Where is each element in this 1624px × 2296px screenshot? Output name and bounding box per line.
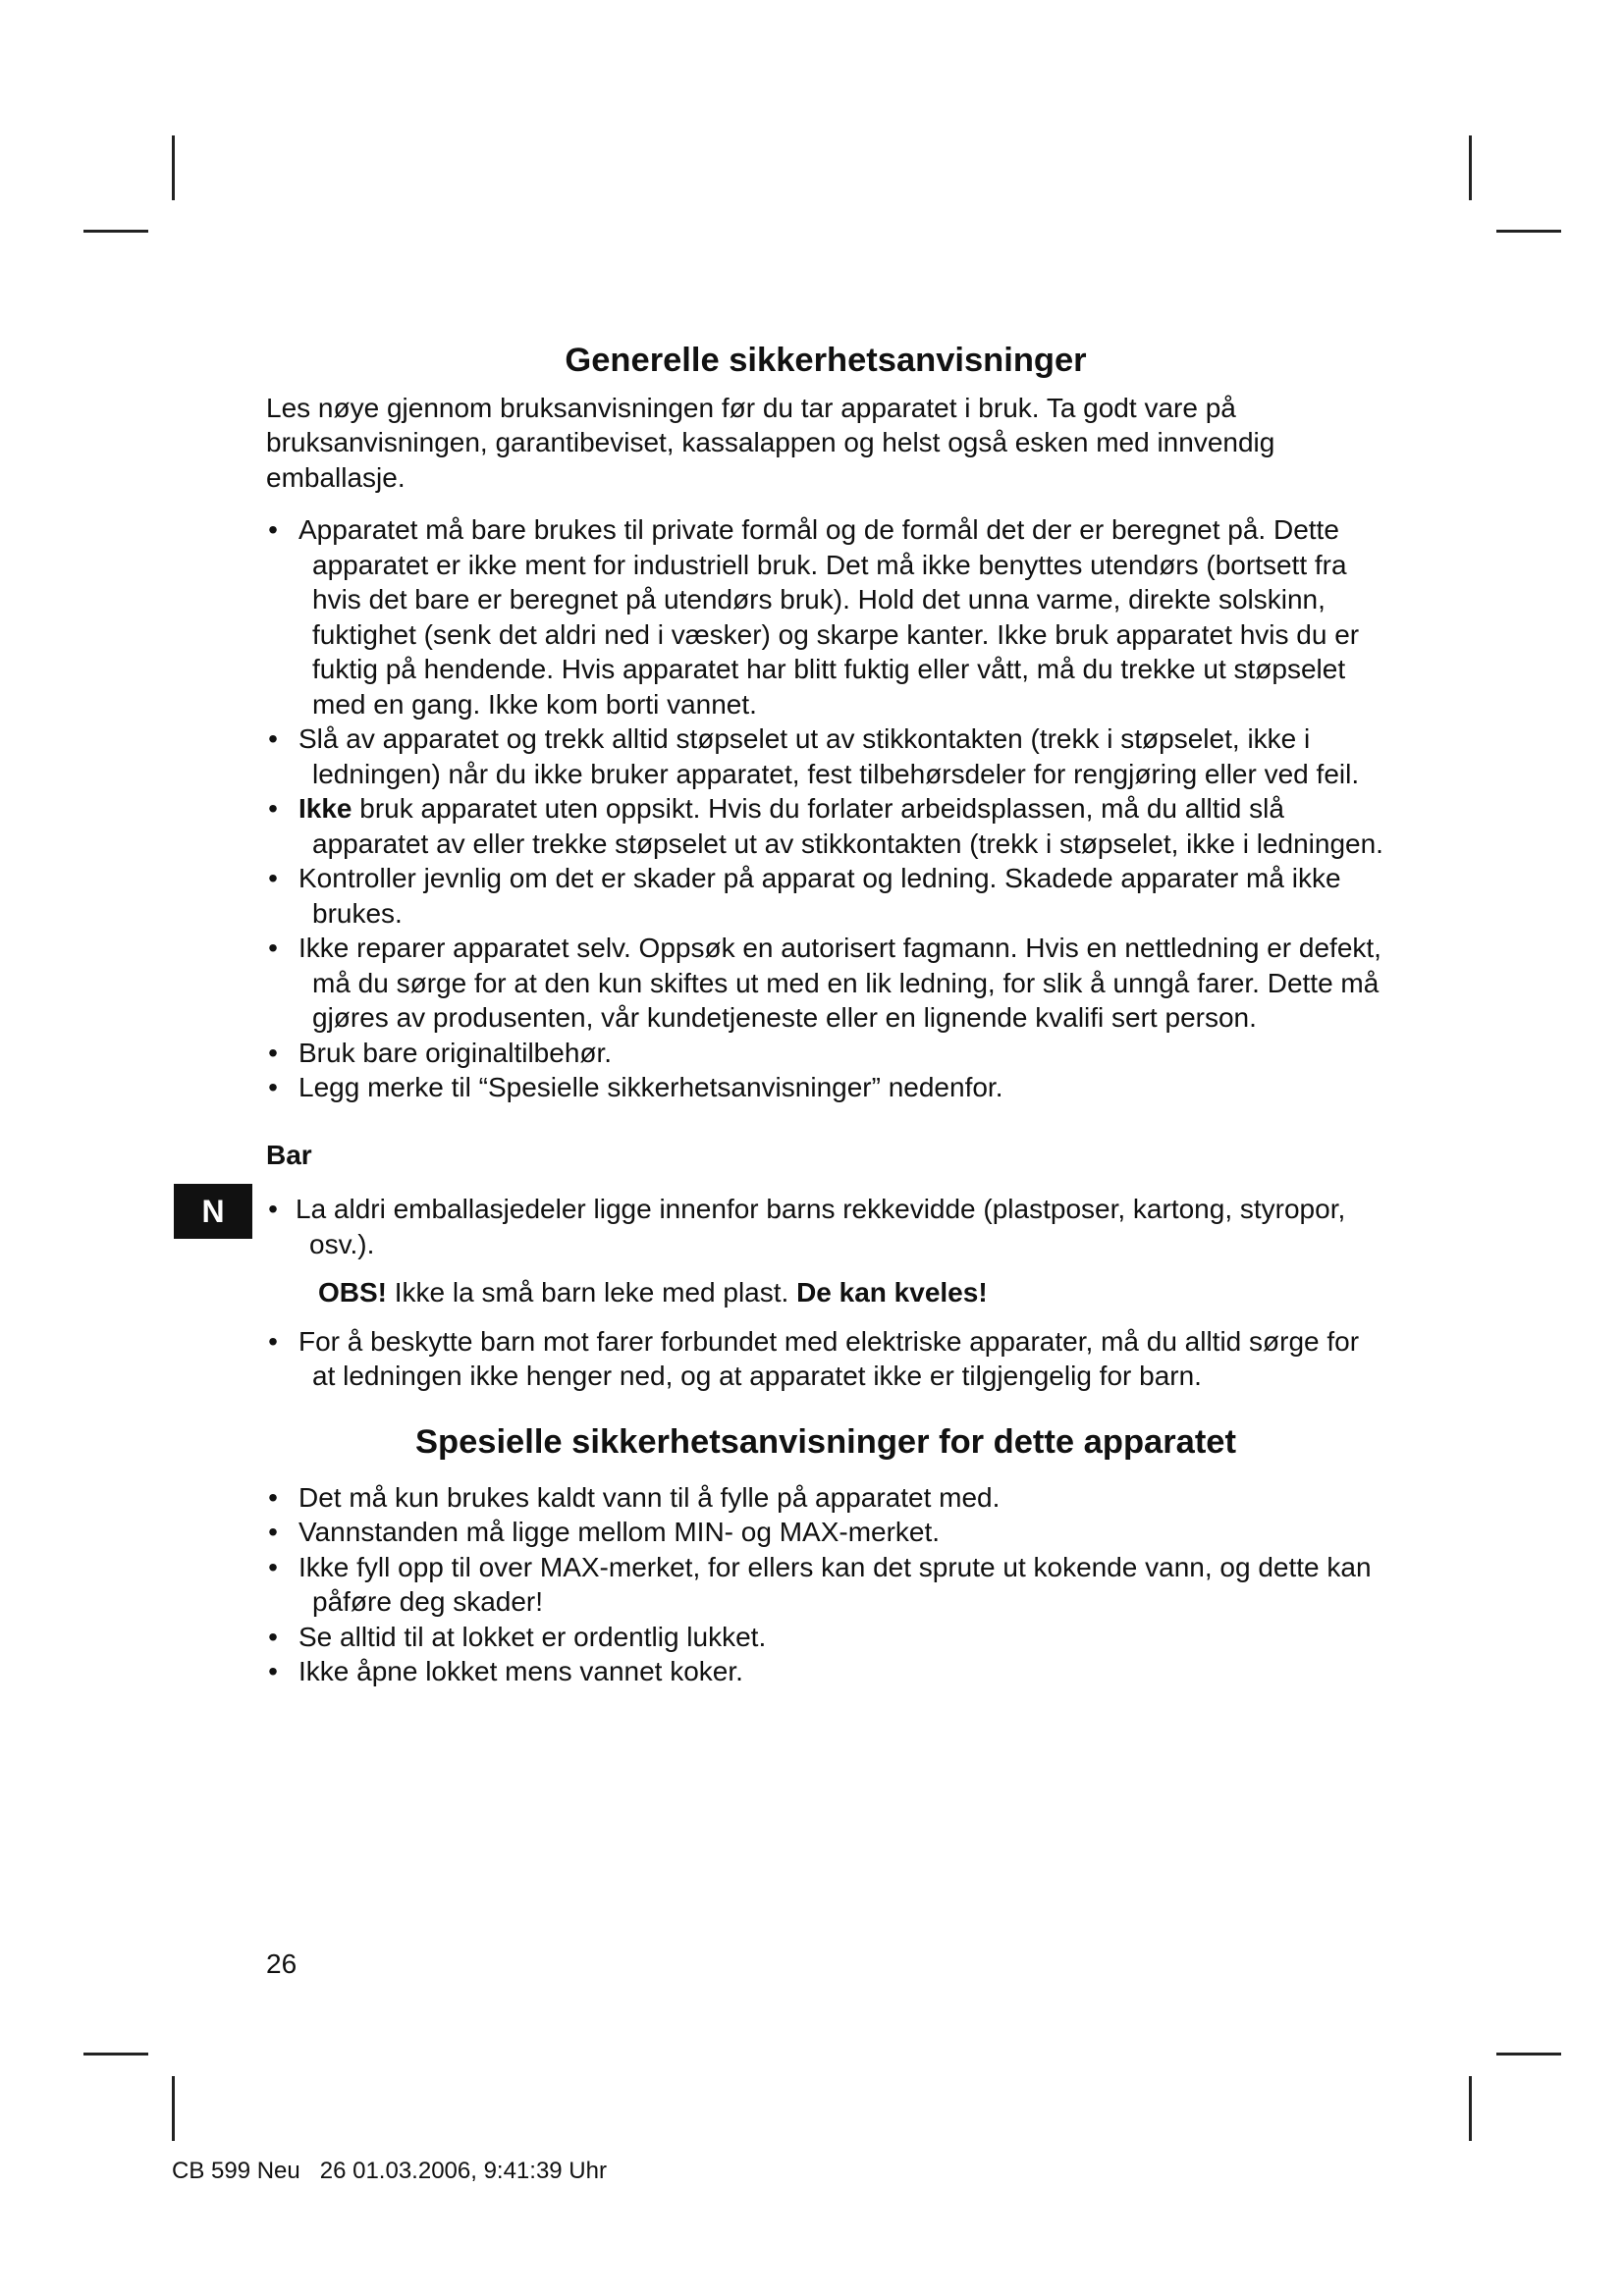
crop-mark-bottom-right-vertical (1469, 2076, 1472, 2141)
intro-paragraph: Les nøye gjennom bruksanvisningen før du tar apparatet i bruk. Ta godt vare på bruksanvisningen, garantibeviset, kassalappen og helst også esken med innvendig emballasje. (266, 392, 1275, 493)
crop-mark-top-right-vertical (1469, 135, 1472, 200)
list-item: • La aldri emballasjedeler ligge innenfor barns rekkevidde (plastposer, kartong, styropor, osv.). (268, 1194, 1346, 1259)
children-list (266, 1192, 1385, 1261)
obs-warning-emphasis: De kan kveles! (796, 1277, 988, 1308)
print-footer: CB 599 Neu 26 01.03.2006, 9:41:39 Uhr (172, 2158, 607, 2184)
general-safety-list (266, 512, 1385, 1105)
crop-mark-top-left-horizontal (83, 230, 148, 233)
page-content (266, 339, 1385, 1689)
list-item: • Det må kun brukes kaldt vann til å fylle på apparatet med. (268, 1481, 1001, 1513)
list-item: • For å beskytte barn mot farer forbundet med elektriske apparater, må du alltid sørge for at ledningen ikke henger ned, og at apparatet ikke er tilgjengelig for barn. (268, 1325, 1360, 1392)
language-tab: N (174, 1184, 252, 1239)
special-safety-list (266, 1480, 1385, 1689)
crop-mark-top-left-vertical (172, 135, 175, 200)
page-number: 26 (266, 1949, 298, 1979)
list-item: • Bruk bare originaltilbehør. (268, 1037, 613, 1068)
list-item: • Ikke fyll opp til over MAX-merket, for ellers kan det sprute ut kokende vann, og dette kan påføre deg skader! (268, 1551, 1372, 1618)
obs-warning: OBS! Ikke la små barn leke med plast. De kan kveles! (318, 1277, 988, 1308)
crop-mark-bottom-right-horizontal (1496, 2053, 1561, 2056)
section-title-special-safety: Spesielle sikkerhetsanvisninger for dette apparatet (415, 1422, 1236, 1461)
list-item: • Vannstanden må ligge mellom MIN- og MAX-merket. (268, 1517, 941, 1548)
list-item: • Ikke åpne lokket mens vannet koker. (268, 1656, 743, 1687)
list-item: • Slå av apparatet og trekk alltid støpselet ut av stikkontakten (trekk i støpselet, ikke i ledningen) når du ikke bruker apparatet, fest tilbehørsdeler for rengjøring eller ved feil. (268, 723, 1360, 789)
list-item: • Legg merke til “Spesielle sikkerhetsanvisninger” nedenfor. (268, 1072, 1003, 1103)
list-item: • Apparatet må bare brukes til private formål og de formål det der er beregnet på. Dette apparatet er ikke ment for industriell bruk. Det må ikke benyttes utendørs (bortsett fra hvis det bare er beregnet på utendørs bruk). Hold det unna varme, direkte solskinn, fuktighet (senk det aldri ned i væsker) og skarpe kanter. Ikke bruk apparatet hvis du er fuktig på hendende. Hvis apparatet har blitt fuktig eller vått, må du trekke ut støpselet med en gang. Ikke kom borti vannet. (268, 514, 1360, 720)
list-item: • Ikke reparer apparatet selv. Oppsøk en autorisert fagmann. Hvis en nettledning er defekt, må du sørge for at den kun skiftes ut med en lik ledning, for slik å unngå farer. Dette må gjøres av produsenten, vår kundetjeneste eller en lignende kvalifi sert person. (268, 933, 1381, 1034)
list-item: • Ikke bruk apparatet uten oppsikt. Hvis du forlater arbeidsplassen, må du alltid slå apparatet av eller trekke støpselet ut av stikkontakten (trekk i støpselet, ikke i ledningen. (268, 793, 1383, 859)
crop-mark-top-right-horizontal (1496, 230, 1561, 233)
crop-mark-bottom-left-horizontal (83, 2053, 148, 2056)
children-heading: Bar (266, 1139, 312, 1170)
section-title-general-safety: Generelle sikkerhetsanvisninger (565, 342, 1087, 379)
list-item: • Se alltid til at lokket er ordentlig lukket. (268, 1621, 767, 1652)
obs-label: OBS! (318, 1277, 387, 1308)
crop-mark-bottom-left-vertical (172, 2076, 175, 2141)
list-item: • Kontroller jevnlig om det er skader på apparat og ledning. Skadede apparater må ikke brukes. (268, 863, 1341, 929)
children-list-2 (266, 1324, 1385, 1394)
